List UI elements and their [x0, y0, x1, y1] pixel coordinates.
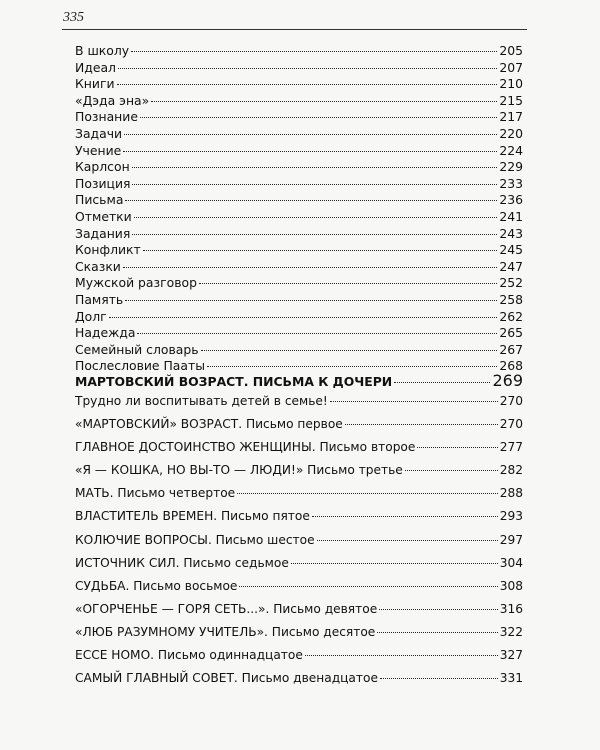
- toc-entry-title: Трудно ли воспитывать детей в семье!: [75, 394, 328, 408]
- toc-entry: [75, 209, 523, 226]
- toc-entry-page: 252: [499, 275, 523, 291]
- toc-entry-title: Карлсон: [75, 159, 130, 175]
- toc-entry-title: Долг: [75, 308, 107, 324]
- dot-leader: [379, 609, 498, 610]
- toc-entry: [75, 275, 523, 292]
- toc-entry: [75, 292, 523, 309]
- toc-entry: [75, 126, 523, 143]
- toc-entry-page: 241: [499, 208, 523, 224]
- toc-entry: [75, 440, 523, 463]
- toc-entry-title: КОЛЮЧИЕ ВОПРОСЫ. Письмо шестое: [75, 532, 315, 547]
- toc-entry: [75, 625, 523, 648]
- toc-entry-page: 243: [499, 225, 523, 241]
- toc-entry-page: 245: [499, 242, 523, 258]
- toc-entry-title: В школу: [75, 43, 130, 58]
- toc-entry-title: ГЛАВНОЕ ДОСТОИНСТВО ЖЕНЩИНЫ. Письмо второе: [75, 440, 416, 455]
- toc-entry: [75, 509, 523, 532]
- toc-entry-title: Книги: [75, 76, 115, 92]
- toc-entry: [75, 602, 523, 625]
- toc-entry-page: 224: [499, 142, 523, 158]
- toc-entry-title: Надежда: [75, 325, 136, 341]
- toc-entry-page: 308: [499, 578, 523, 593]
- toc-entry-page: 217: [499, 109, 523, 125]
- dot-leader: [377, 632, 497, 633]
- toc-entry-title: ЕССЕ НОМО. Письмо одиннадцатое: [75, 648, 303, 663]
- dot-leader: [109, 317, 498, 318]
- dot-leader: [417, 447, 497, 448]
- toc-entry: [75, 226, 523, 243]
- toc-entry-title: Задания: [75, 225, 131, 241]
- dot-leader: [201, 350, 498, 351]
- toc-entry-page: 265: [499, 325, 523, 341]
- dot-leader: [123, 267, 497, 268]
- toc-entry-page: 316: [499, 601, 523, 616]
- toc-entry-page: 207: [499, 59, 523, 75]
- toc-entry: [75, 556, 523, 579]
- dot-leader: [291, 563, 498, 564]
- toc-entry-page: 205: [499, 43, 523, 58]
- toc-entry-title: Семейный словарь: [75, 341, 199, 357]
- toc-entry: [75, 533, 523, 556]
- toc-list-part1: [75, 43, 523, 375]
- dot-leader: [239, 586, 497, 587]
- dot-leader: [132, 167, 498, 168]
- dot-leader: [394, 382, 490, 383]
- toc-entry-title: Позиция: [75, 175, 131, 191]
- toc-entry: [75, 325, 523, 342]
- toc-entry: [75, 394, 523, 417]
- dot-leader: [312, 516, 498, 517]
- dot-leader: [380, 678, 498, 679]
- toc-entry-page: 277: [499, 440, 523, 455]
- dot-leader: [134, 217, 498, 218]
- toc-entry-title: Мужской разговор: [75, 275, 197, 291]
- dot-leader: [199, 283, 497, 284]
- dot-leader: [151, 101, 497, 102]
- dot-leader: [317, 540, 498, 541]
- dot-leader: [118, 68, 497, 69]
- dot-leader: [132, 234, 497, 235]
- toc-entry-title: «ОГОРЧЕНЬЕ — ГОРЯ СЕТЬ...». Письмо девятое: [75, 601, 378, 616]
- section-title: МАРТОВСКИЙ ВОЗРАСТ. ПИСЬМА К ДОЧЕРИ: [75, 374, 393, 389]
- section-heading-row: [75, 371, 523, 391]
- toc-entry: [75, 159, 523, 176]
- toc-entry: [75, 648, 523, 671]
- dot-leader: [405, 470, 498, 471]
- toc-entry: [75, 76, 523, 93]
- toc-entry-page: 247: [499, 258, 523, 274]
- toc-entry: [75, 486, 523, 509]
- toc-entry-page: 267: [499, 341, 523, 357]
- toc-entry: [75, 176, 523, 193]
- toc-entry-page: 270: [499, 417, 523, 432]
- toc-entry-page: 297: [499, 532, 523, 547]
- dot-leader: [132, 184, 497, 185]
- toc-entry: [75, 93, 523, 110]
- toc-entry-title: «ЛЮБ РАЗУМНОМУ УЧИТЕЛЬ». Письмо десятое: [75, 624, 376, 639]
- toc-entry-page: 210: [499, 76, 523, 92]
- toc-entry: [75, 192, 523, 209]
- toc-entry-title: Конфликт: [75, 242, 141, 258]
- toc-entry-title: Задачи: [75, 125, 123, 141]
- toc-entry-title: Идеал: [75, 59, 116, 75]
- toc-entry-page: 322: [499, 624, 523, 639]
- toc-entry-title: ВЛАСТИТЕЛЬ ВРЕМЕН. Письмо пятое: [75, 509, 310, 524]
- toc-entry-title: Познание: [75, 109, 138, 125]
- dot-leader: [125, 300, 497, 301]
- toc-entry: [75, 671, 523, 694]
- toc-entry: [75, 417, 523, 440]
- toc-entry-page: 262: [499, 308, 523, 324]
- toc-entry-title: САМЫЙ ГЛАВНЫЙ СОВЕТ. Письмо двенадцатое: [75, 671, 378, 686]
- toc-entry-page: 236: [499, 192, 523, 208]
- dot-leader: [330, 401, 498, 402]
- toc-entry: [75, 60, 523, 77]
- dot-leader: [140, 117, 497, 118]
- page-number: 335: [63, 10, 84, 25]
- toc-entry-page: 215: [499, 92, 523, 108]
- toc-entry: [75, 579, 523, 602]
- dot-leader: [143, 250, 498, 251]
- toc-entry-title: Послесловие Пааты: [75, 358, 205, 374]
- toc-entry-title: «Я — КОШКА, НО ВЫ-ТО — ЛЮДИ!» Письмо третье: [75, 463, 403, 478]
- toc-entry-page: 331: [499, 671, 523, 686]
- dot-leader: [123, 151, 497, 152]
- toc-entry-page: 258: [499, 291, 523, 307]
- toc-entry-page: 327: [499, 648, 523, 663]
- dot-leader: [207, 366, 497, 367]
- toc-entry-page: 220: [499, 125, 523, 141]
- toc-entry: [75, 309, 523, 326]
- toc-entry-title: МАТЬ. Письмо четвертое: [75, 486, 236, 501]
- dot-leader: [137, 333, 497, 334]
- toc-entry-title: Учение: [75, 142, 122, 158]
- toc-entry: [75, 109, 523, 126]
- toc-entry-title: Сказки: [75, 258, 121, 274]
- toc-entry-page: 268: [499, 358, 523, 374]
- toc-entry-page: 270: [499, 394, 523, 408]
- toc-entry-title: ИСТОЧНИК СИЛ. Письмо седьмое: [75, 555, 289, 570]
- section-page: 269: [492, 371, 523, 390]
- dot-leader: [124, 134, 497, 135]
- toc-list-part2: [75, 394, 523, 694]
- dot-leader: [125, 200, 497, 201]
- dot-leader: [345, 424, 498, 425]
- toc-entry: [75, 242, 523, 259]
- toc-entry: [75, 143, 523, 160]
- toc-entry: [75, 342, 523, 359]
- toc-entry-page: 229: [499, 159, 523, 175]
- dot-leader: [237, 493, 498, 494]
- toc-entry-page: 293: [499, 509, 523, 524]
- toc-entry-title: СУДЬБА. Письмо восьмое: [75, 578, 238, 593]
- header-rule: [62, 29, 527, 30]
- toc-entry: [75, 43, 523, 60]
- toc-entry-page: 282: [499, 463, 523, 478]
- dot-leader: [131, 51, 497, 52]
- toc-entry-page: 233: [499, 175, 523, 191]
- toc-entry-page: 304: [499, 555, 523, 570]
- toc-entry-title: «Дэда эна»: [75, 92, 150, 108]
- toc-entry-page: 288: [499, 486, 523, 501]
- toc-entry-title: Отметки: [75, 208, 132, 224]
- toc-entry: [75, 259, 523, 276]
- toc-entry-title: Письма: [75, 192, 124, 208]
- dot-leader: [117, 84, 498, 85]
- toc-entry-title: «МАРТОВСКИЙ» ВОЗРАСТ. Письмо первое: [75, 417, 343, 432]
- toc-entry: [75, 463, 523, 486]
- dot-leader: [305, 655, 498, 656]
- toc-entry-title: Память: [75, 291, 124, 307]
